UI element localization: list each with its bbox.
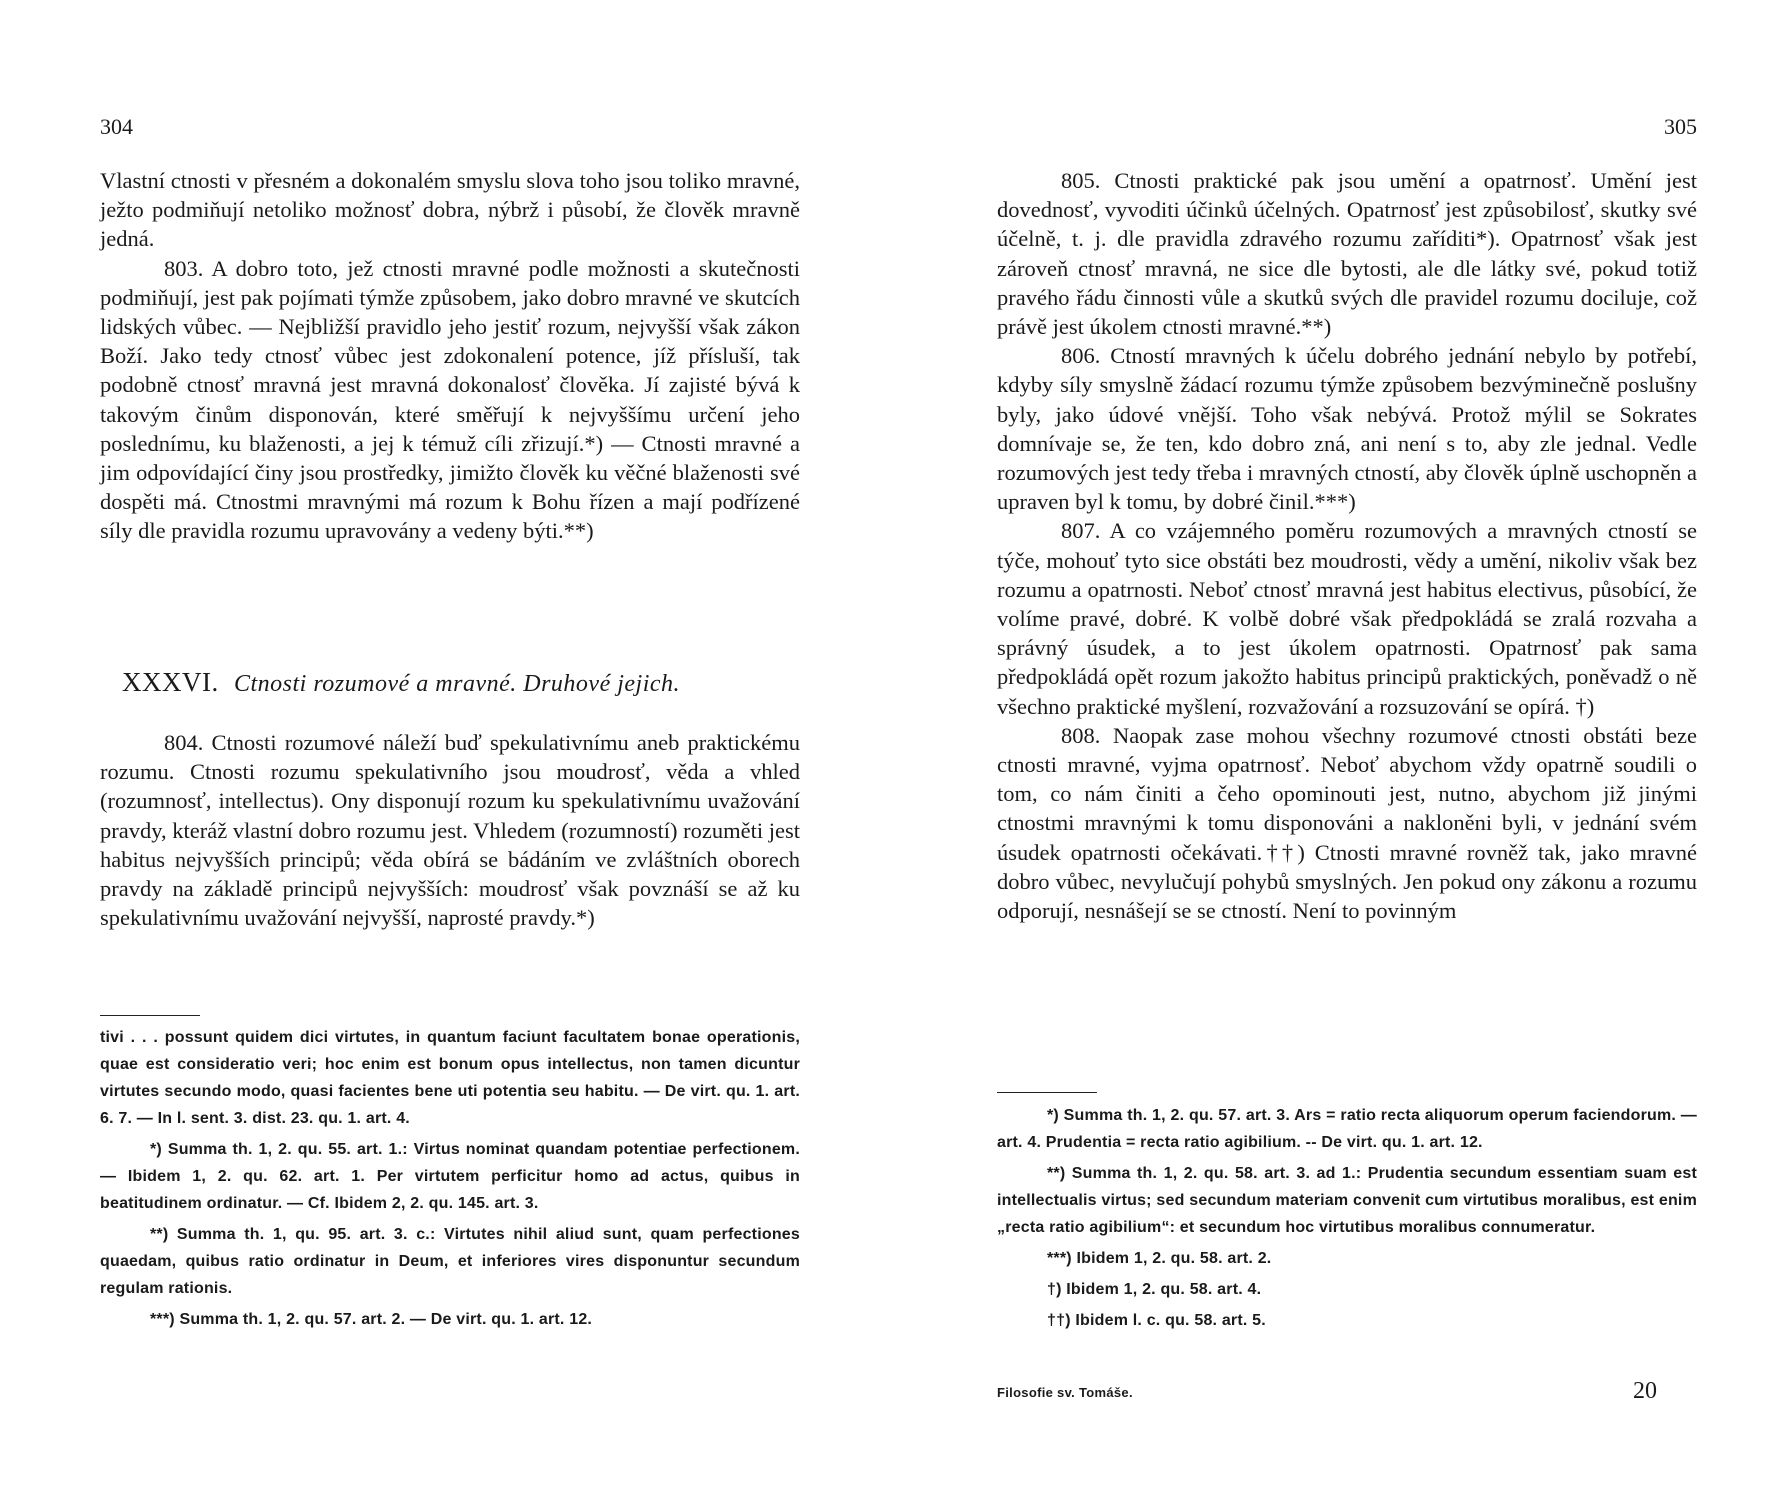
footnote-continued: tivi . . . possunt quidem dici virtutes, in quantum faciunt facultatem bonae operationis, quae est consideratio veri; hoc enim est bonum opus intellectus, non tamen dicuntur virtutes secundo modo, quasi facientes bene uti potentia seu habitu. — De virt. qu. 1. art. 6. 7. — In l. sent. 3. dist. 23. qu. 1. art. 4.: [100, 1029, 800, 1127]
footnote-r3: ***) Ibidem 1, 2. qu. 58. art. 2.: [1047, 1250, 1272, 1267]
paragraph-805: 805. Ctnosti praktické pak jsou umění a opatrnosť. Umění jest dovednosť, vyvoditi účinků účelných. Opatrnosť jest způsobilosť, skutky své účelně, t. j. dle pravidla zdravého rozumu zaříditi*). Opatrnosť však jest zároveň ctnosť mravná, ne sice dle bytosti, ale dle látky své, pokud totiž pravého řádu činnosti vůle a skutků svých dle pravidel rozumu dociluje, což právě jest úkolem ctnosti mravné.**): [997, 168, 1697, 340]
footnote-2: **) Summa th. 1, qu. 95. art. 3. c.: Virtutes nihil aliud sunt, quam perfectiones quaedam, quibus ratio ordinatur in Deum, et inferiores vires disponuntur secundum regulam rationis.: [100, 1226, 800, 1297]
footnote-rule-left: [100, 1015, 200, 1016]
left-body-text: [100, 166, 800, 546]
footnote-r4: †) Ibidem 1, 2. qu. 58. art. 4.: [1047, 1281, 1262, 1298]
paragraph-803: 803. A dobro toto, jež ctnosti mravné podle možnosti a skutečnosti podmiňují, jest pak pojímati týmže způsobem, jako dobro mravné ve skutcích lidských vůbec. — Nejbližší pravidlo jeho jestiť rozum, nejvyšší však zákon Boží. Jako tedy ctnosť vůbec jest zdokonalení potence, jíž přísluší, tak podobně ctnosť mravná jest mravná dokonalosť člověka. Jí zajisté bývá k takovým činům disponován, které směřují k nejvyššímu určení jeho poslednímu, ku blaženosti, a jej k témuž cíli zřizují.*) — Ctnosti mravné a jim odpovídající činy jsou prostředky, jimižto člověk ku věčné blaženosti své dospěti má. Ctnostmi mravnými má rozum k Bohu řízen a mají podřízené síly dle pravidla rozumu upravovány a vedeny býti.**): [100, 255, 800, 544]
printer-signature: Filosofie sv. Tomáše.: [997, 1385, 1133, 1400]
right-page: [997, 0, 1697, 1500]
right-footnotes: [997, 1102, 1697, 1338]
chapter-title: Ctnosti rozumové a mravné. Druhové jejich.: [234, 671, 681, 697]
paragraph-808: 808. Naopak zase mohou všechny rozumové ctnosti obstáti beze ctnosti mravné, vyjma opatrnosť. Neboť abychom vždy opatrně soudili o tom, co nám činiti a čeho opominouti jest, nutno, abychom již jinými ctnostmi mravnými k tomu disponováni a nakloněni byli, v jednání svém úsudek opatrnosti očekávati.††) Ctnosti mravné rovněž tak, jako mravné dobro vůbec, nevylučují pohybů smyslných. Jen pokud ony zákonu a rozumu odporují, nesnášejí se se ctností. Není to povinným: [997, 722, 1697, 924]
left-page: [100, 0, 800, 1500]
chapter-heading: [122, 667, 800, 698]
paragraph-804: 804. Ctnosti rozumové náleží buď spekulativnímu aneb praktickému rozumu. Ctnosti rozumu spekulativního jsou moudrosť, věda a vhled (rozumnosť, intellectus). Ony disponují rozum ku spekulativnímu uvažování pravdy, kteráž vlastní dobro rozumu jest. Vhledem (rozumností) rozuměti jest habitus nejvyšších principů; věda obírá se bádáním ve zvláštních oborech pravdy na základě principů nejvyšších: moudrosť však povznáší se až ku spekulativnímu uvažování nejvyšší, naprosté pravdy.*): [100, 730, 800, 931]
footnote-r2: **) Summa th. 1, 2. qu. 58. art. 3. ad 1.: Prudentia secundum essentiam suam est intellectualis virtus; sed secundum materiam convenit cum virtutibus moralibus, est enim „recta ratio agibilium“: et secundum hoc virtutibus moralibus connumeratur.: [997, 1165, 1697, 1236]
page-number-right: 305: [1664, 114, 1697, 139]
paragraph-intro: Vlastní ctnosti v přesném a dokonalém smyslu slova toho jsou toliko mravné, ježto podmiňují netoliko možnosť dobra, nýbrž i působí, že člověk mravně jedná.: [100, 168, 800, 252]
chapter-numeral: XXXVI.: [122, 667, 219, 697]
right-body-text: [997, 166, 1697, 925]
footnote-r1: *) Summa th. 1, 2. qu. 57. art. 3. Ars = ratio recta aliquorum operum faciendorum. — art. 4. Prudentia = recta ratio agibilium. -- De virt. qu. 1. art. 12.: [997, 1107, 1697, 1151]
left-section-804: [100, 728, 800, 932]
sheet-number: 20: [1633, 1378, 1657, 1404]
footnote-rule-right: [997, 1092, 1097, 1093]
paragraph-807: 807. A co vzájemného poměru rozumových a mravných ctností se týče, mohouť tyto sice obstáti bez moudrosti, vědy a umění, nikoliv však bez rozumu a opatrnosti. Neboť ctnosť mravná jest habitus electivus, působící, že volíme pravé, dobré. K volbě dobré však předpokládá se zralá rozvaha a správný úsudek, a to jest úkolem opatrnosti. Opatrnosť pak sama předpokládá opět rozum jakožto habitus principů praktických, poněvadž o ně všechno praktické myšlení, rozvažování a rozsuzování se opírá. †): [997, 518, 1697, 719]
footnote-r5: ††) Ibidem l. c. qu. 58. art. 5.: [1047, 1312, 1266, 1329]
footnote-3: ***) Summa th. 1, 2. qu. 57. art. 2. — De virt. qu. 1. art. 12.: [150, 1311, 593, 1328]
paragraph-806: 806. Ctností mravných k účelu dobrého jednání nebylo by potřebí, kdyby síly smyslně žádací rozumu týmže způsobem bezvýminečně poslušny byly, jako údové vnější. Toho však nebývá. Protož mýlil se Sokrates domnívaje se, že ten, kdo dobro zná, ani není s to, aby zle jednal. Vedle rozumových jest tedy třeba i mravných ctností, aby člověk úplně uschopněn a upraven byl k tomu, by dobré činil.***): [997, 343, 1697, 515]
left-footnotes: [100, 1024, 800, 1337]
page-number-left: 304: [100, 114, 133, 139]
footnote-1: *) Summa th. 1, 2. qu. 55. art. 1.: Virtus nominat quandam potentiae perfectionem. — Ibidem 1, 2. qu. 62. art. 1. Per virtutem perficitur homo ad actus, quibus in beatitudinem ordinatur. — Cf. Ibidem 2, 2. qu. 145. art. 3.: [100, 1141, 800, 1212]
